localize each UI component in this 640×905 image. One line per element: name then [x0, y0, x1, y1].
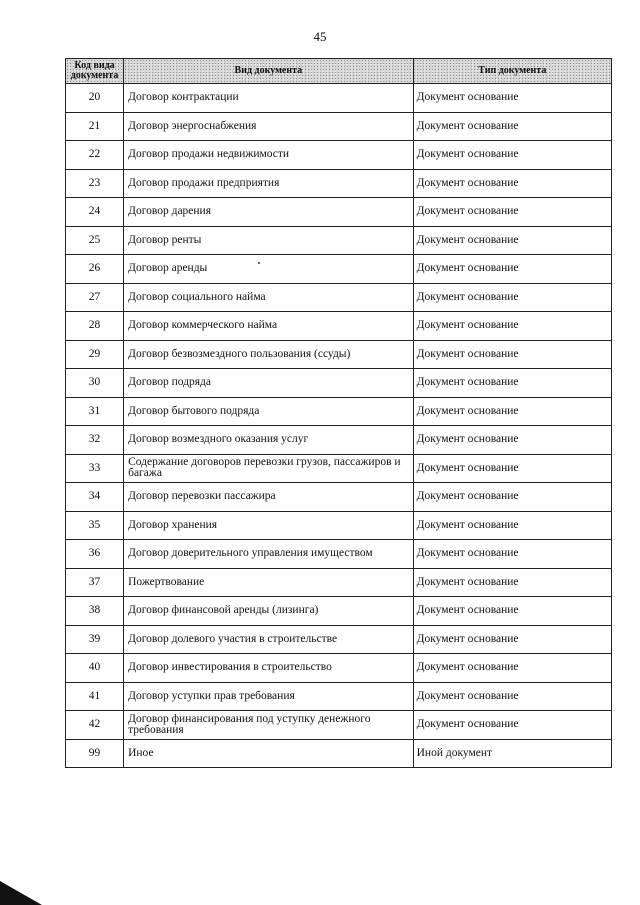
- cell-code: 31: [66, 397, 124, 426]
- table-row: [66, 654, 612, 683]
- cell-type: Документ основание: [413, 340, 611, 369]
- header-name: Вид документа: [124, 59, 414, 84]
- table-row: [66, 397, 612, 426]
- cell-code: 26: [66, 255, 124, 284]
- cell-type: Документ основание: [413, 226, 611, 255]
- table-row: [66, 540, 612, 569]
- cell-type: Документ основание: [413, 568, 611, 597]
- table-row: [66, 112, 612, 141]
- cell-code: 35: [66, 511, 124, 540]
- document-types-table: [65, 58, 612, 768]
- cell-type: Документ основание: [413, 255, 611, 284]
- cell-type: Документ основание: [413, 711, 611, 740]
- cell-name: Иное: [124, 739, 414, 768]
- cell-type: Документ основание: [413, 654, 611, 683]
- table-row: [66, 625, 612, 654]
- table-row: [66, 568, 612, 597]
- cell-code: 42: [66, 711, 124, 740]
- cell-name: Договор перевозки пассажира: [124, 483, 414, 512]
- table-row: [66, 169, 612, 198]
- cell-code: 28: [66, 312, 124, 341]
- cell-code: 36: [66, 540, 124, 569]
- cell-code: 33: [66, 454, 124, 483]
- cell-type: Документ основание: [413, 141, 611, 170]
- cell-type: Документ основание: [413, 84, 611, 113]
- page-number: 45: [313, 29, 327, 44]
- cell-code: 24: [66, 198, 124, 227]
- cell-type: Документ основание: [413, 169, 611, 198]
- cell-code: 34: [66, 483, 124, 512]
- cell-code: 37: [66, 568, 124, 597]
- table-body: [66, 84, 612, 768]
- cell-name: Договор коммерческого найма: [124, 312, 414, 341]
- cell-name: Договор энергоснабжения: [124, 112, 414, 141]
- cell-type: Документ основание: [413, 198, 611, 227]
- scan-corner-mark: [0, 881, 42, 905]
- table-row: [66, 141, 612, 170]
- cell-name: Пожертвование: [124, 568, 414, 597]
- cell-type: Документ основание: [413, 483, 611, 512]
- cell-type: Документ основание: [413, 283, 611, 312]
- cell-name: Договор финансовой аренды (лизинга): [124, 597, 414, 626]
- cell-code: 30: [66, 369, 124, 398]
- cell-type: Документ основание: [413, 511, 611, 540]
- cell-name: Договор доверительного управления имуществом: [124, 540, 414, 569]
- table-header-row: [66, 59, 612, 84]
- table-row: [66, 511, 612, 540]
- cell-name: Договор дарения: [124, 198, 414, 227]
- scan-speck: [258, 262, 260, 264]
- cell-code: 40: [66, 654, 124, 683]
- cell-name: Договор социального найма: [124, 283, 414, 312]
- cell-code: 38: [66, 597, 124, 626]
- cell-type: Документ основание: [413, 112, 611, 141]
- cell-code: 39: [66, 625, 124, 654]
- table-row: [66, 483, 612, 512]
- cell-code: 32: [66, 426, 124, 455]
- cell-code: 99: [66, 739, 124, 768]
- table-row: [66, 198, 612, 227]
- table-row: [66, 454, 612, 483]
- cell-name: Договор уступки прав требования: [124, 682, 414, 711]
- cell-name: Договор продажи недвижимости: [124, 141, 414, 170]
- cell-code: 20: [66, 84, 124, 113]
- cell-code: 25: [66, 226, 124, 255]
- cell-name: Договор финансирования под уступку денежного требования: [124, 711, 414, 740]
- table-row: [66, 739, 612, 768]
- cell-name: Содержание договоров перевозки грузов, пассажиров и багажа: [124, 454, 414, 483]
- cell-name: Договор инвестирования в строительство: [124, 654, 414, 683]
- cell-code: 21: [66, 112, 124, 141]
- cell-type: Документ основание: [413, 625, 611, 654]
- cell-name: Договор подряда: [124, 369, 414, 398]
- cell-type: Документ основание: [413, 426, 611, 455]
- table-row: [66, 340, 612, 369]
- cell-type: Документ основание: [413, 397, 611, 426]
- header-type: Тип документа: [413, 59, 611, 84]
- cell-name: Договор аренды: [124, 255, 414, 284]
- cell-type: Документ основание: [413, 597, 611, 626]
- cell-type: Документ основание: [413, 682, 611, 711]
- cell-name: Договор хранения: [124, 511, 414, 540]
- cell-type: Документ основание: [413, 312, 611, 341]
- cell-name: Договор долевого участия в строительстве: [124, 625, 414, 654]
- cell-code: 29: [66, 340, 124, 369]
- cell-type: Документ основание: [413, 369, 611, 398]
- cell-name: Договор продажи предприятия: [124, 169, 414, 198]
- cell-name: Договор ренты: [124, 226, 414, 255]
- cell-code: 27: [66, 283, 124, 312]
- table-row: [66, 283, 612, 312]
- cell-name: Договор безвозмездного пользования (ссуды): [124, 340, 414, 369]
- cell-code: 23: [66, 169, 124, 198]
- table-row: [66, 255, 612, 284]
- cell-code: 41: [66, 682, 124, 711]
- cell-type: Документ основание: [413, 540, 611, 569]
- table-row: [66, 426, 612, 455]
- table-row: [66, 84, 612, 113]
- table-row: [66, 597, 612, 626]
- cell-type: Документ основание: [413, 454, 611, 483]
- cell-name: Договор бытового подряда: [124, 397, 414, 426]
- cell-name: Договор контрактации: [124, 84, 414, 113]
- cell-type: Иной документ: [413, 739, 611, 768]
- table-row: [66, 312, 612, 341]
- table-row: [66, 369, 612, 398]
- table-row: [66, 711, 612, 740]
- cell-name: Договор возмездного оказания услуг: [124, 426, 414, 455]
- cell-code: 22: [66, 141, 124, 170]
- table-row: [66, 682, 612, 711]
- table-row: [66, 226, 612, 255]
- header-code: Код вида документа: [66, 59, 124, 84]
